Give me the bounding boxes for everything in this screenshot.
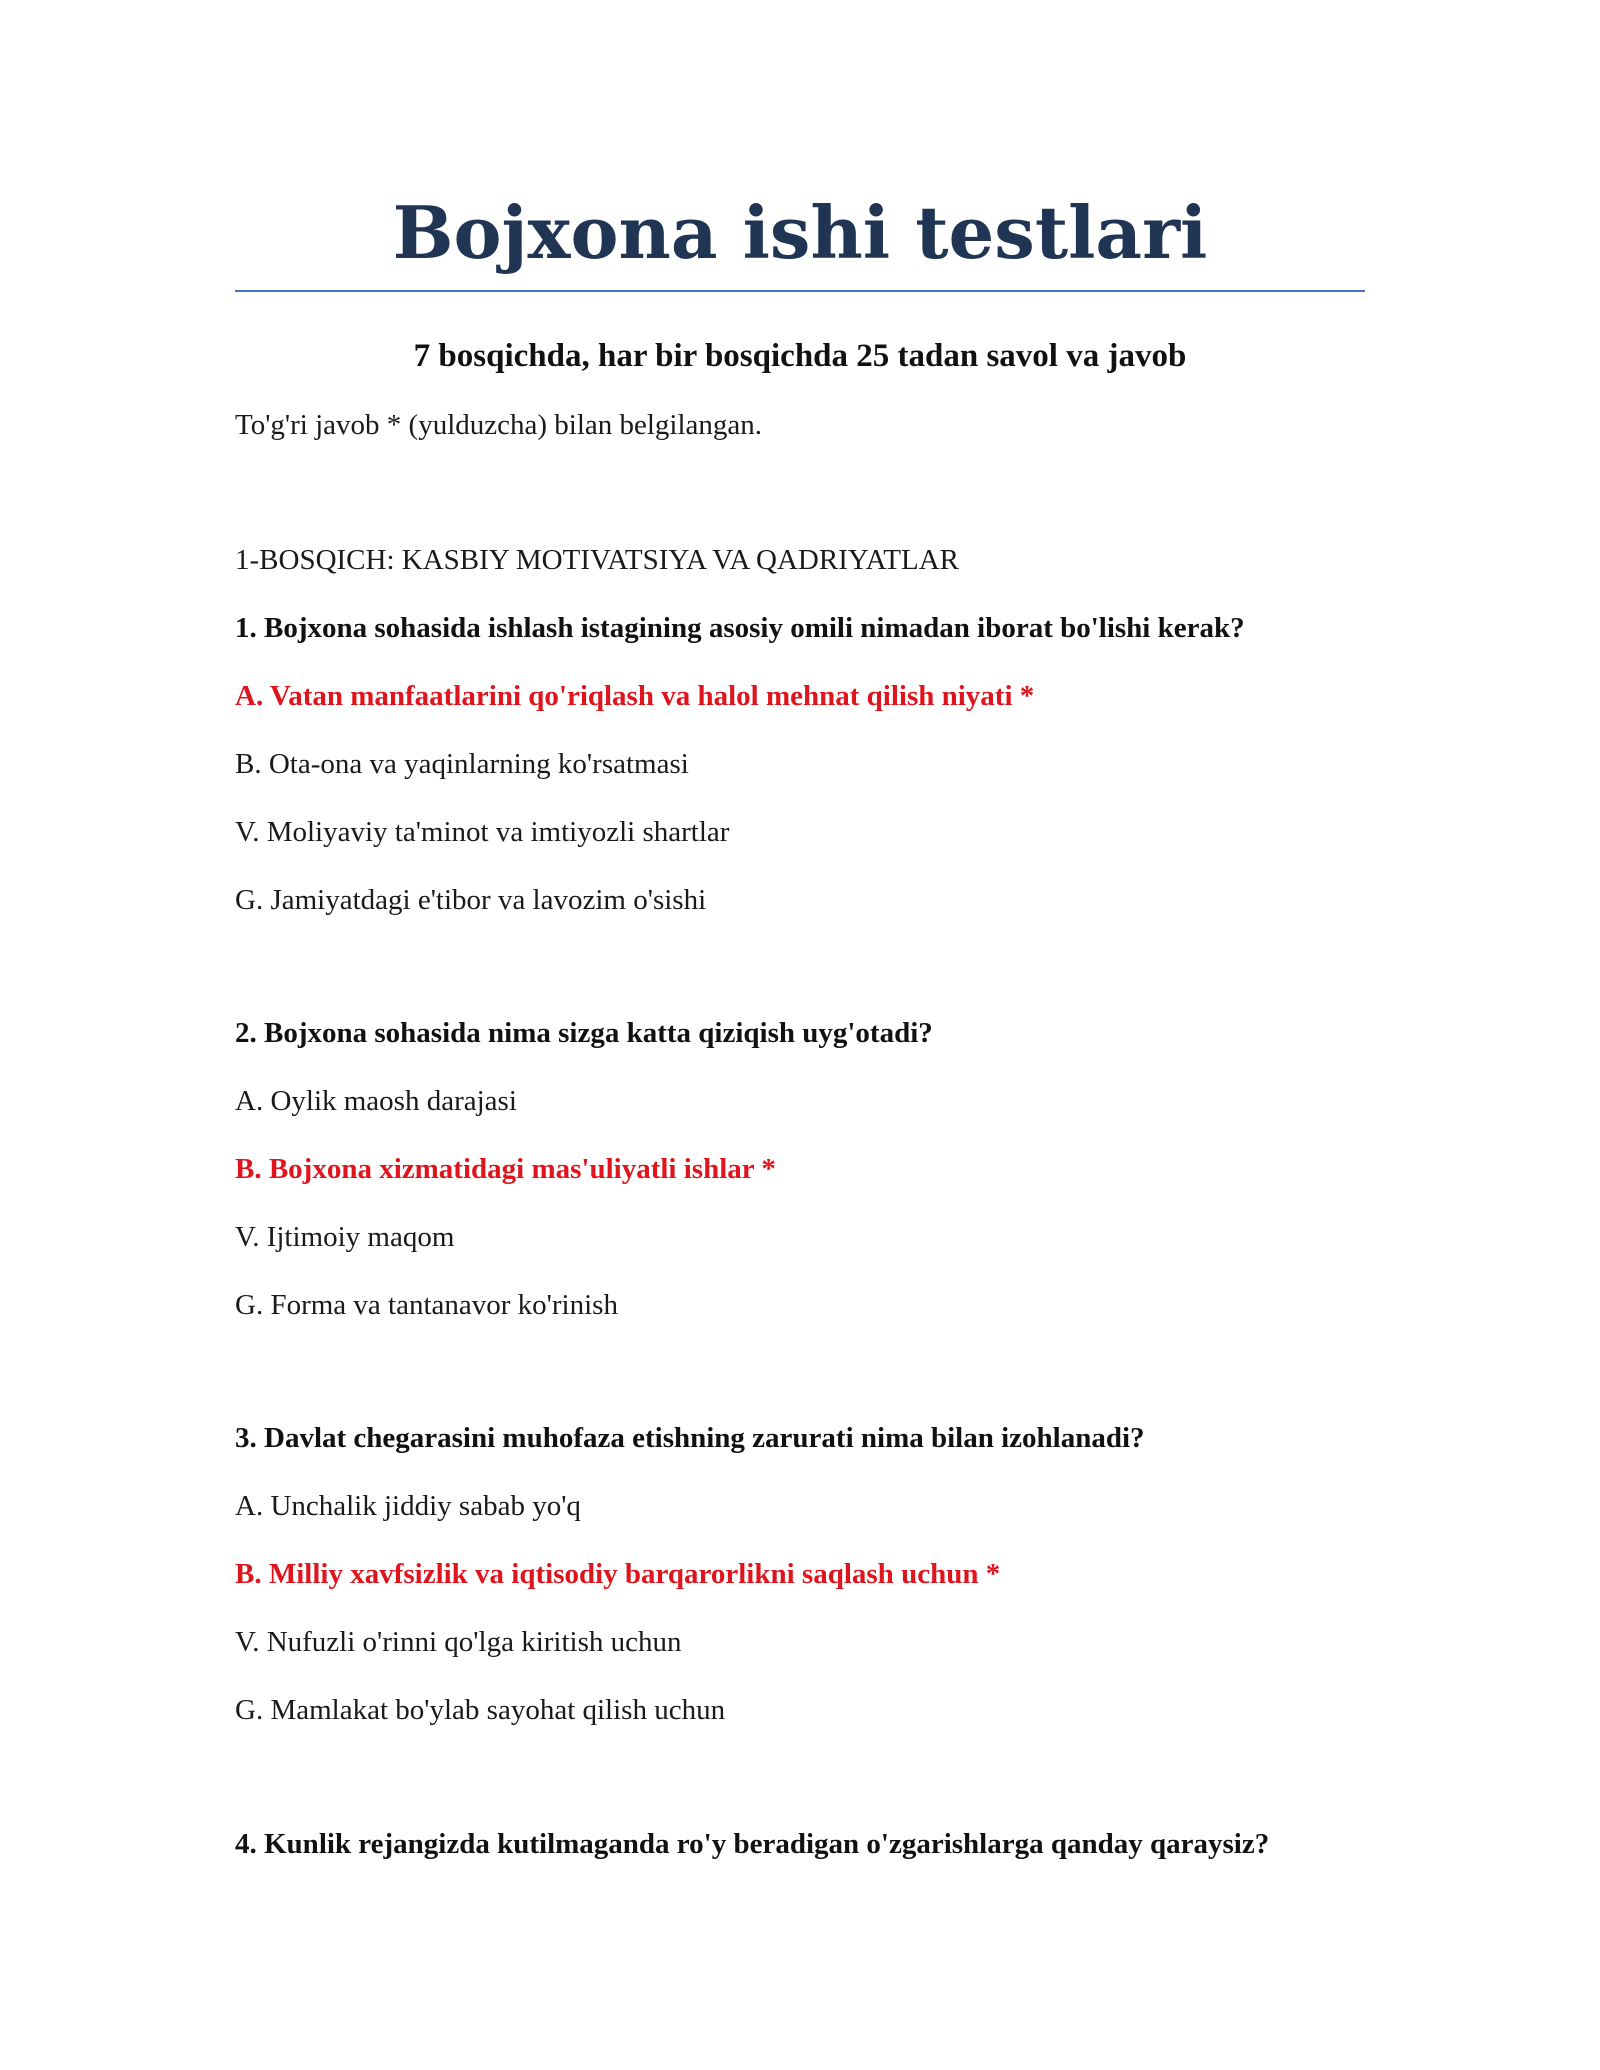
section-heading: 1-BOSQICH: KASBIY MOTIVATSIYA VA QADRIYATLAR: [235, 544, 960, 576]
question-3-option-v: V. Nufuzli o'rinni qo'lga kiritish uchun: [235, 1626, 682, 1658]
question-2-option-g: G. Forma va tantanavor ko'rinish: [235, 1289, 618, 1321]
question-3-option-b: B. Milliy xavfsizlik va iqtisodiy barqarorlikni saqlash uchun *: [235, 1558, 1001, 1590]
question-1-option-g: G. Jamiyatdagi e'tibor va lavozim o'sishi: [235, 884, 707, 916]
document-title: Bojxona ishi testlari: [392, 190, 1208, 275]
question-2: 2. Bojxona sohasida nima sizga katta qiziqish uyg'otadi?: [235, 1017, 933, 1049]
question-1-option-b: B. Ota-ona va yaqinlarning ko'rsatmasi: [235, 748, 689, 780]
document-subtitle: 7 bosqichda, har bir bosqichda 25 tadan savol va javob: [413, 338, 1187, 374]
question-2-option-a: A. Oylik maosh darajasi: [235, 1085, 517, 1117]
question-1-option-a: A. Vatan manfaatlarini qo'riqlash va halol mehnat qilish niyati *: [235, 680, 1035, 712]
answer-key-note: To'g'ri javob * (yulduzcha) bilan belgilangan.: [235, 409, 763, 441]
question-3-option-g: G. Mamlakat bo'ylab sayohat qilish uchun: [235, 1694, 726, 1726]
question-2-option-v: V. Ijtimoiy maqom: [235, 1221, 455, 1253]
question-1: 1. Bojxona sohasida ishlash istagining asosiy omili nimadan iborat bo'lishi kerak?: [235, 612, 1245, 644]
question-2-option-b: B. Bojxona xizmatidagi mas'uliyatli ishlar *: [235, 1153, 776, 1185]
question-3: 3. Davlat chegarasini muhofaza etishning zarurati nima bilan izohlanadi?: [235, 1422, 1145, 1454]
title-divider: [235, 290, 1365, 292]
question-1-option-v: V. Moliyaviy ta'minot va imtiyozli shartlar: [235, 816, 730, 848]
question-4: 4. Kunlik rejangizda kutilmaganda ro'y beradigan o'zgarishlarga qanday qaraysiz?: [235, 1828, 1270, 1860]
question-3-option-a: A. Unchalik jiddiy sabab yo'q: [235, 1490, 581, 1522]
